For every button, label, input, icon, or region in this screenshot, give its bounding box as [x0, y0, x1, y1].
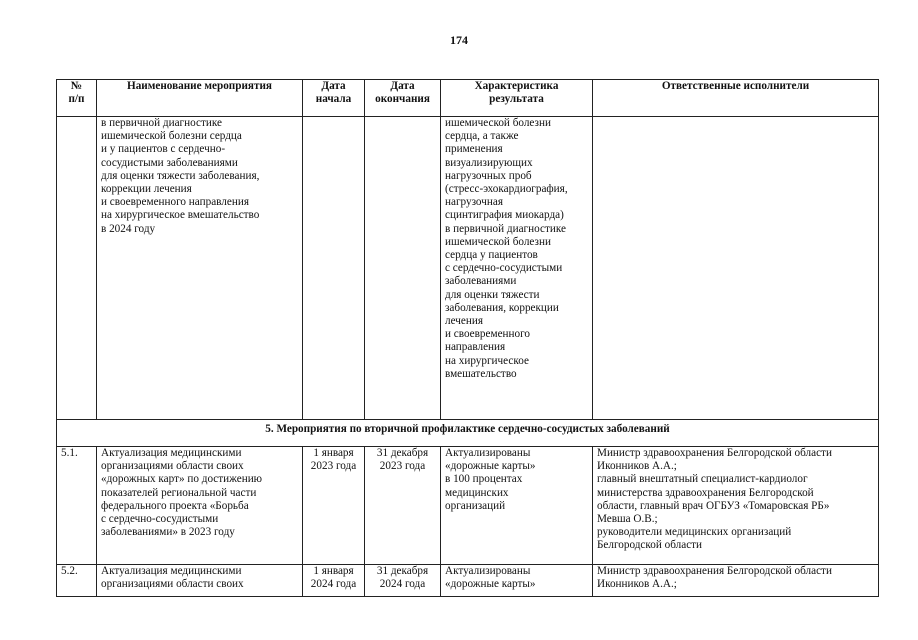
cell-responsible: Министр здравоохранения Белгородской области Иконников А.А.;: [593, 565, 879, 597]
header-end: Дата окончания: [365, 80, 441, 117]
cell-name: Актуализация медицинскими организациями области своих «дорожных карт» по достижению показателей региональной части федерального проекта «Борьба с сердечно-сосудистыми заболеваниями» в 2023 году: [97, 447, 303, 565]
header-num: № п/п: [57, 80, 97, 117]
section-title: 5. Мероприятия по вторичной профилактике сердечно-сосудистых заболеваний: [57, 420, 879, 447]
cell-result: ишемической болезни сердца, а также применения визуализирующих нагрузочных проб (стресс-эхокардиография, нагрузочная сцинтиграфия миокарда) в первичной диагностике ишемической болезни сердца у пациентов с сердечно-сосудистыми заболеваниями для оценки тяжести заболевания, коррекции лечения и своевременного направления на хирургическое вмешательство: [441, 117, 593, 420]
cell-end: 31 декабря 2023 года: [365, 447, 441, 565]
header-result: Характеристика результата: [441, 80, 593, 117]
header-name: Наименование мероприятия: [97, 80, 303, 117]
cell-num: 5.1.: [57, 447, 97, 565]
table-header-row: [57, 80, 879, 117]
cell-start: [303, 117, 365, 420]
events-table: [56, 79, 879, 597]
cell-end: [365, 117, 441, 420]
cell-end: 31 декабря 2024 года: [365, 565, 441, 597]
table-row: [57, 117, 879, 420]
cell-start: 1 января 2024 года: [303, 565, 365, 597]
section-row: [57, 420, 879, 447]
cell-num: 5.2.: [57, 565, 97, 597]
header-responsible: Ответственные исполнители: [593, 80, 879, 117]
cell-result: Актуализированы «дорожные карты»: [441, 565, 593, 597]
page-number: 174: [450, 33, 468, 47]
table-row: [57, 565, 879, 597]
table-row: [57, 447, 879, 565]
header-start: Дата начала: [303, 80, 365, 117]
cell-responsible: [593, 117, 879, 420]
cell-responsible: Министр здравоохранения Белгородской области Иконников А.А.; главный внештатный специалист-кардиолог министерства здравоохранения Белгородской области, главный врач ОГБУЗ «Томаровская РБ» Мевша О.В.; руководители медицинских организаций Белгородской области: [593, 447, 879, 565]
cell-name: Актуализация медицинскими организациями области своих: [97, 565, 303, 597]
cell-num: [57, 117, 97, 420]
cell-result: Актуализированы «дорожные карты» в 100 процентах медицинских организаций: [441, 447, 593, 565]
cell-start: 1 января 2023 года: [303, 447, 365, 565]
cell-name: в первичной диагностике ишемической болезни сердца и у пациентов с сердечно- сосудистыми заболеваниями для оценки тяжести заболевания, коррекции лечения и своевременного направления на хирургическое вмешательство в 2024 году: [97, 117, 303, 420]
